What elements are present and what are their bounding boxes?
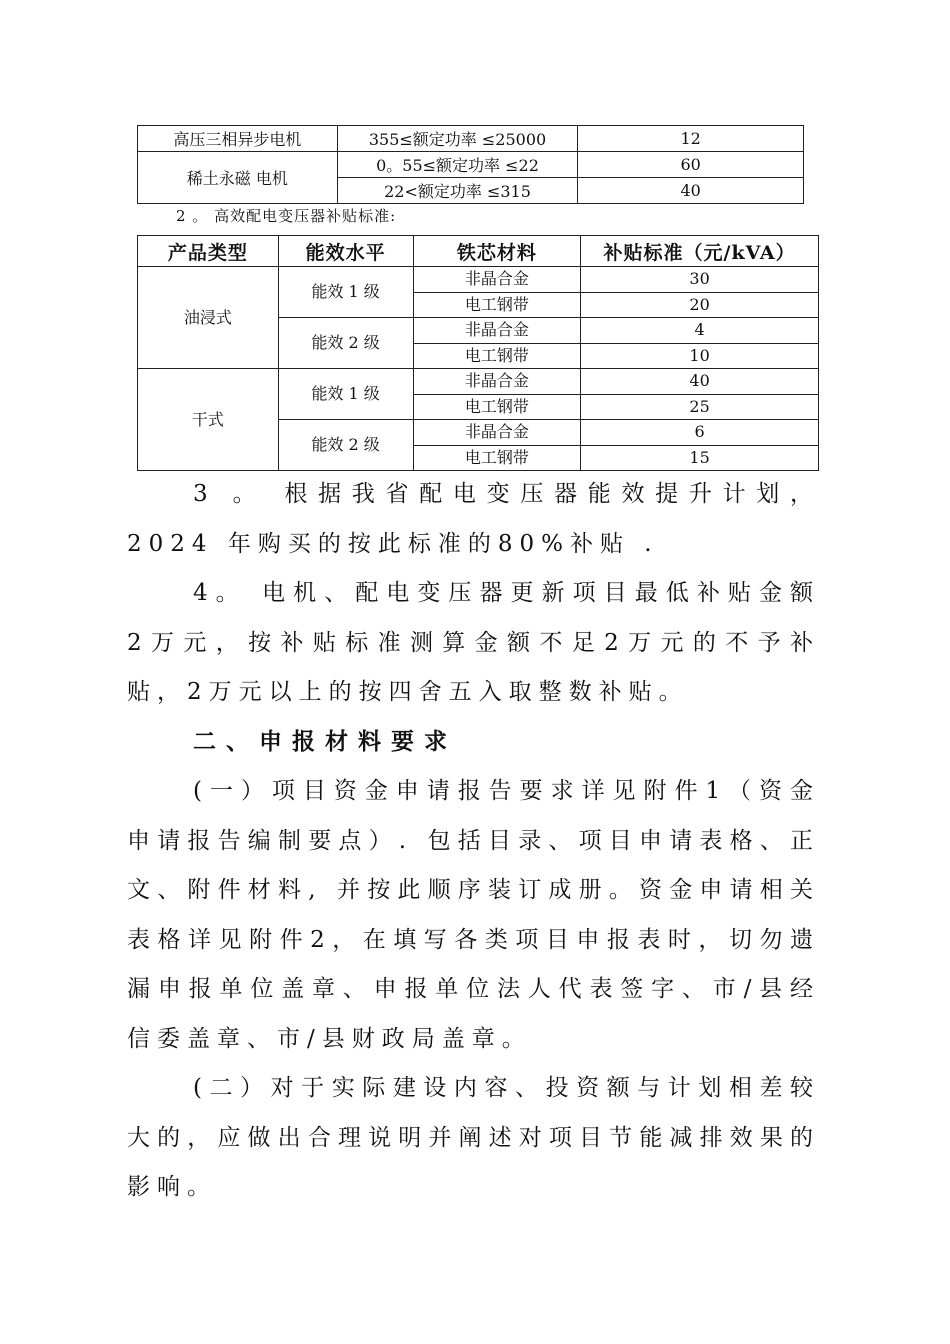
heading-text: 二、申报材料要求 xyxy=(193,728,457,755)
paragraph-text: (一）项目资金申请报告要求详见附件1（资金申请报告编制要点）. 包括目录、项目申请表格、正文、附件材料, 并按此顺序装订成册。资金申请相关表格详见附件2，在填写各类项目申报表时，切勿遗漏申报单位盖章、申报单位法人代表签字、市/县经信委盖章、市/县财政局盖章。 xyxy=(127,778,820,1052)
efficiency-level-cell: 能效 1 级 xyxy=(278,267,413,318)
subsidy-value-cell: 10 xyxy=(581,343,819,369)
subsidy-value-cell: 4 xyxy=(581,318,819,344)
paragraph-requirement-1 xyxy=(127,767,820,1064)
header-product-type: 产品类型 xyxy=(138,236,279,267)
subsidy-value-cell: 20 xyxy=(581,292,819,318)
product-type-cell: 干式 xyxy=(138,369,279,471)
header-core-material: 铁芯材料 xyxy=(413,236,581,267)
transformer-subsidy-table xyxy=(137,235,819,471)
table-header-row xyxy=(138,236,819,267)
table-row xyxy=(138,267,819,293)
paragraph-item-4 xyxy=(127,569,820,718)
paragraph-text: 4。 电机、配电变压器更新项目最低补贴金额2万元，按补贴标准测算金额不足2万元的不予补贴，2万元以上的按四舍五入取整数补贴。 xyxy=(127,580,820,705)
subsidy-value-cell: 30 xyxy=(581,267,819,293)
header-efficiency-level: 能效水平 xyxy=(278,236,413,267)
core-material-cell: 电工钢带 xyxy=(413,445,581,471)
core-material-cell: 电工钢带 xyxy=(413,343,581,369)
table-row xyxy=(138,369,819,395)
paragraph-text: (二）对于实际建设内容、投资额与计划相差较大的，应做出合理说明并阐述对项目节能减排效果的影响。 xyxy=(127,1075,820,1200)
motor-type-cell: 高压三相异步电机 xyxy=(138,126,338,152)
paragraph-item-3 xyxy=(127,470,820,569)
power-range-cell: 355≤额定功率 ≤25000 xyxy=(337,126,578,152)
core-material-cell: 非晶合金 xyxy=(413,267,581,293)
core-material-cell: 电工钢带 xyxy=(413,394,581,420)
paragraph-requirement-2 xyxy=(127,1064,820,1213)
table-row xyxy=(138,126,804,152)
subsidy-cell: 12 xyxy=(578,126,804,152)
subsidy-value-cell: 25 xyxy=(581,394,819,420)
transformer-table-caption: 2 。 高效配电变压器补贴标准: xyxy=(176,207,397,225)
subsidy-value-cell: 6 xyxy=(581,420,819,446)
paragraph-text: 3 。 根据我省配电变压器能效提升计划，2024 年购买的按此标准的80%补贴 . xyxy=(127,481,820,557)
efficiency-level-cell: 能效 2 级 xyxy=(278,318,413,369)
product-type-cell: 油浸式 xyxy=(138,267,279,369)
power-range-cell: 22<额定功率 ≤315 xyxy=(337,178,578,204)
efficiency-level-cell: 能效 2 级 xyxy=(278,420,413,471)
core-material-cell: 电工钢带 xyxy=(413,292,581,318)
subsidy-cell: 40 xyxy=(578,178,804,204)
core-material-cell: 非晶合金 xyxy=(413,420,581,446)
subsidy-value-cell: 15 xyxy=(581,445,819,471)
core-material-cell: 非晶合金 xyxy=(413,369,581,395)
power-range-cell: 0。55≤额定功率 ≤22 xyxy=(337,152,578,178)
efficiency-level-cell: 能效 1 级 xyxy=(278,369,413,420)
section-heading-2 xyxy=(127,717,820,767)
motor-subsidy-table xyxy=(137,125,804,204)
table-row xyxy=(138,152,804,178)
subsidy-value-cell: 40 xyxy=(581,369,819,395)
header-subsidy-standard: 补贴标准（元/kVA） xyxy=(581,236,819,267)
core-material-cell: 非晶合金 xyxy=(413,318,581,344)
motor-type-cell: 稀土永磁 电机 xyxy=(138,152,338,204)
subsidy-cell: 60 xyxy=(578,152,804,178)
